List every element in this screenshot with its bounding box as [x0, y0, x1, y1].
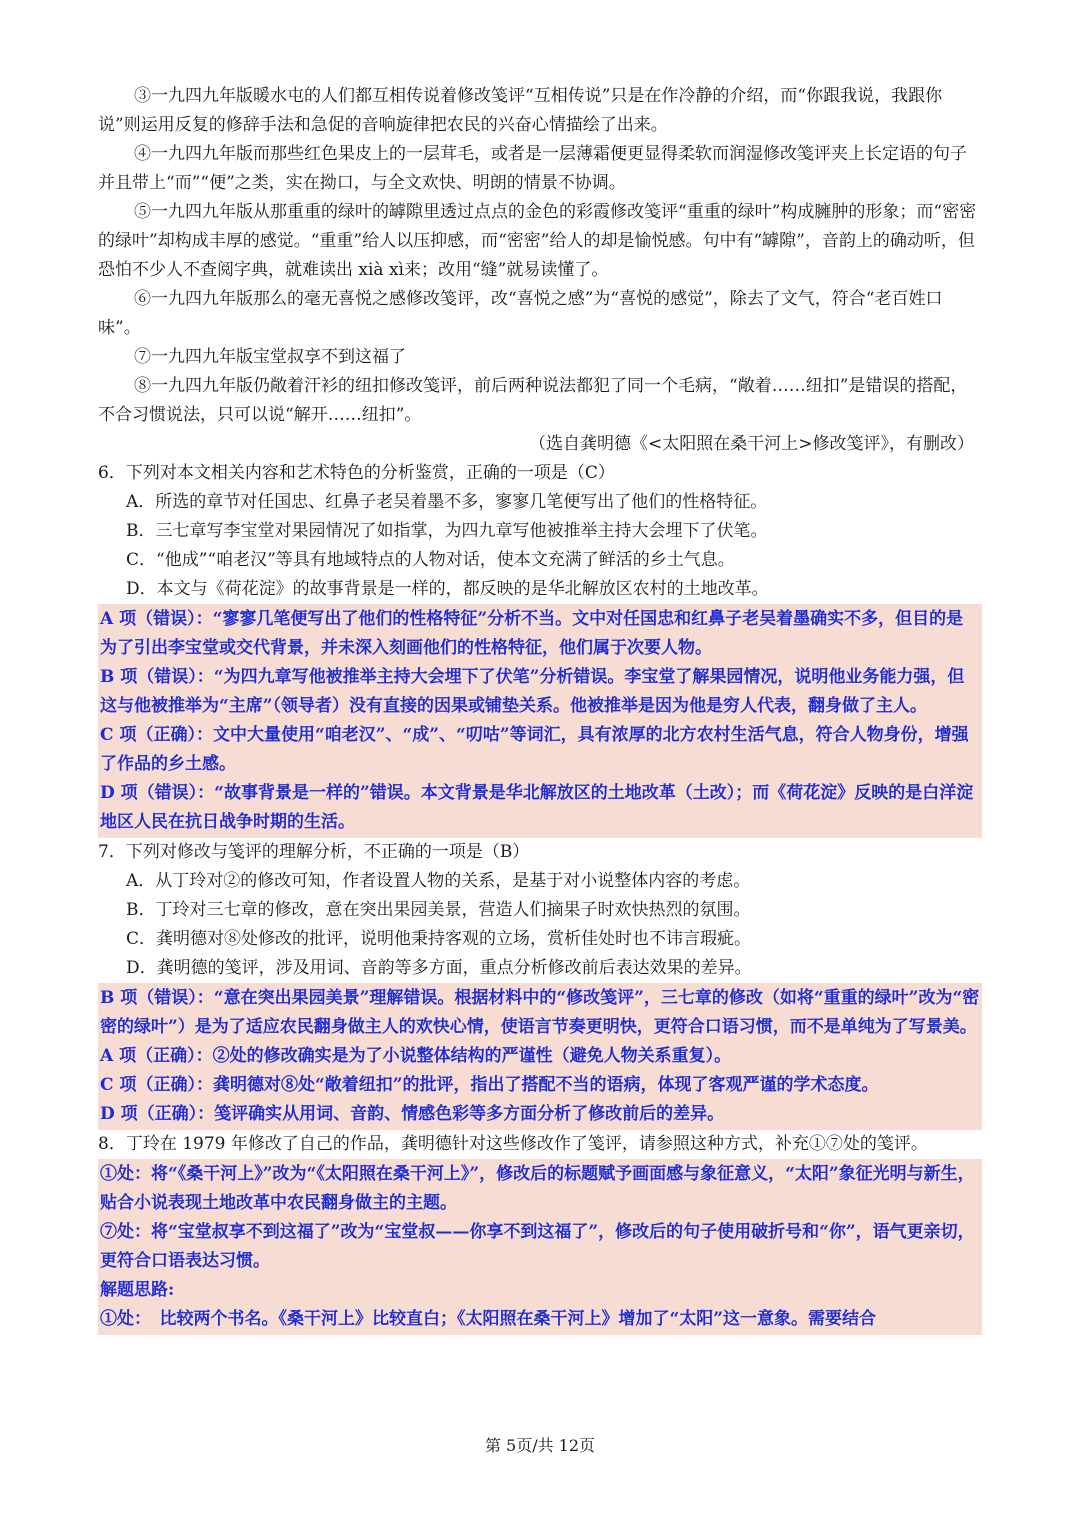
annotation-notes [98, 82, 982, 459]
answer-explanation [98, 1159, 982, 1335]
explanation-d: D 项（错误）：“故事背景是一样的”错误。本文背景是华北解放区的土地改革（土改）；而《荷花淀》反映的是白洋淀地区人民在抗日战争时期的生活。 [100, 783, 974, 832]
option-a: A．从丁玲对②的修改可知，作者设置人物的关系，是基于对小说整体内容的考虑。 [126, 871, 751, 891]
explanation-b: B 项（错误）：“意在突出果园美景”理解错误。根据材料中的“修改笺评”，三七章的修改（如将“重重的绿叶”改为“密密的绿叶”）是为了适应农民翻身做主人的欢快心情，使语言节奏更明快，更符合口语习惯，而不是单纯为了写景美。 [100, 988, 980, 1037]
option-c: C．“他成”“咱老汉”等具有地域特点的人物对话，使本文充满了鲜活的乡土气息。 [126, 550, 735, 570]
note-3: ③一九四九年版暖水屯的人们都互相传说着修改笺评“互相传说”只是在作冷静的介绍，而“你跟我说，我跟你说”则运用反复的修辞手法和急促的音响旋律把农民的兴奋心情描绘了出来。 [98, 86, 943, 135]
answer-note-7: ⑦处：将“宝堂叔享不到这福了”改为“宝堂叔——你享不到这福了”，修改后的句子使用破折号和“你”，语气更亲切，更符合口语表达习惯。 [100, 1222, 975, 1271]
explanation-c: C 项（正确）：龚明德对⑧处“敞着纽扣”的批评，指出了搭配不当的语病，体现了客观严谨的学术态度。 [100, 1075, 879, 1095]
solution-approach-label: 解题思路: [100, 1280, 175, 1300]
source-citation: （选自龚明德《<太阳照在桑干河上>修改笺评》，有删改） [529, 434, 974, 454]
note-6: ⑥一九四九年版那么的毫无喜悦之感修改笺评，改“喜悦之感”为“喜悦的感觉”，除去了文气，符合“老百姓口味”。 [98, 289, 943, 338]
question-6 [98, 459, 982, 838]
option-a: A．所选的章节对任国忠、红鼻子老吴着墨不多，寥寥几笔便写出了他们的性格特征。 [126, 492, 768, 512]
explanation-d: D 项（正确）：笺评确实从用词、音韵、情感色彩等多方面分析了修改前后的差异。 [100, 1104, 725, 1124]
note-5: ⑤一九四九年版从那重重的绿叶的罅隙里透过点点的金色的彩霞修改笺评“重重的绿叶”构成臃肿的形象；而“密密的绿叶”却构成丰厚的感觉。“重重”给人以压抑感，而“密密”给人的却是愉悦感。句中有“罅隙”，音韵上的确动听，但恐怕不少人不查阅字典，就难读出 xià xì来；改用“缝”就易读懂了。 [98, 202, 977, 280]
solution-approach-1: ①处： 比较两个书名。《桑干河上》比较直白；《太阳照在桑干河上》增加了“太阳”这一意象。需要结合 [100, 1309, 877, 1329]
note-4: ④一九四九年版而那些红色果皮上的一层茸毛，或者是一层薄霜便更显得柔软而润湿修改笺评夹上长定语的句子并且带上“而”“便”之类，实在拗口，与全文欢快、明朗的情景不协调。 [98, 144, 967, 193]
question-8 [98, 1130, 982, 1335]
question-stem: 8．丁玲在 1979 年修改了自己的作品，龚明德针对这些修改作了笺评，请参照这种方式，补充①⑦处的笺评。 [98, 1134, 928, 1154]
option-b: B．丁玲对三七章的修改，意在突出果园美景，营造人们摘果子时欢快热烈的氛围。 [126, 900, 751, 920]
option-c: C．龚明德对⑧处修改的批评，说明他秉持客观的立场，赏析佳处时也不讳言瑕疵。 [126, 929, 752, 949]
page-number: 第 5页/共 12页 [484, 1436, 596, 1455]
explanation-c: C 项（正确）：文中大量使用“咱老汉”、“成”、“叨咕”等词汇，具有浓厚的北方农村生活气息，符合人物身份，增强了作品的乡土感。 [100, 725, 969, 774]
option-d: D．龚明德的笺评，涉及用词、音韵等多方面，重点分析修改前后表达效果的差异。 [126, 958, 752, 978]
option-b: B．三七章写李宝堂对果园情况了如指掌，为四九章写他被推举主持大会埋下了伏笔。 [126, 521, 768, 541]
question-stem: 6．下列对本文相关内容和艺术特色的分析鉴赏，正确的一项是（C） [98, 463, 615, 483]
answer-explanation [98, 604, 982, 838]
note-7: ⑦一九四九年版宝堂叔享不到这福了 [134, 347, 406, 367]
explanation-a: A 项（正确）：②处的修改确实是为了小说整体结构的严谨性（避免人物关系重复）。 [100, 1046, 732, 1066]
explanation-b: B 项（错误）：“为四九章写他被推举主持大会埋下了伏笔”分析错误。李宝堂了解果园情况，说明他业务能力强，但这与他被推举为“主席”（领导者）没有直接的因果或铺垫关系。他被推举是因为他是穷人代表，翻身做了主人。 [100, 667, 965, 716]
note-8: ⑧一九四九年版仍敞着汗衫的纽扣修改笺评，前后两种说法都犯了同一个毛病，“敞着……纽扣”是错误的搭配，不合习惯说法，只可以说“解开……纽扣”。 [98, 376, 968, 425]
question-7 [98, 838, 982, 1130]
question-stem: 7．下列对修改与笺评的理解分析，不正确的一项是（B） [98, 842, 530, 862]
document-body [98, 82, 982, 1335]
option-d: D．本文与《荷花淀》的故事背景是一样的，都反映的是华北解放区农村的土地改革。 [126, 579, 769, 599]
answer-explanation [98, 983, 982, 1130]
answer-note-1: ①处：将“《桑干河上》”改为“《太阳照在桑干河上》”，修改后的标题赋予画面感与象征意义，“太阳”象征光明与新生，贴合小说表现土地改革中农民翻身做主的主题。 [100, 1164, 975, 1213]
explanation-a: A 项（错误）：“寥寥几笔便写出了他们的性格特征”分析不当。文中对任国忠和红鼻子老吴着墨确实不多，但目的是为了引出李宝堂或交代背景，并未深入刻画他们的性格特征，他们属于次要人物。 [100, 609, 964, 658]
